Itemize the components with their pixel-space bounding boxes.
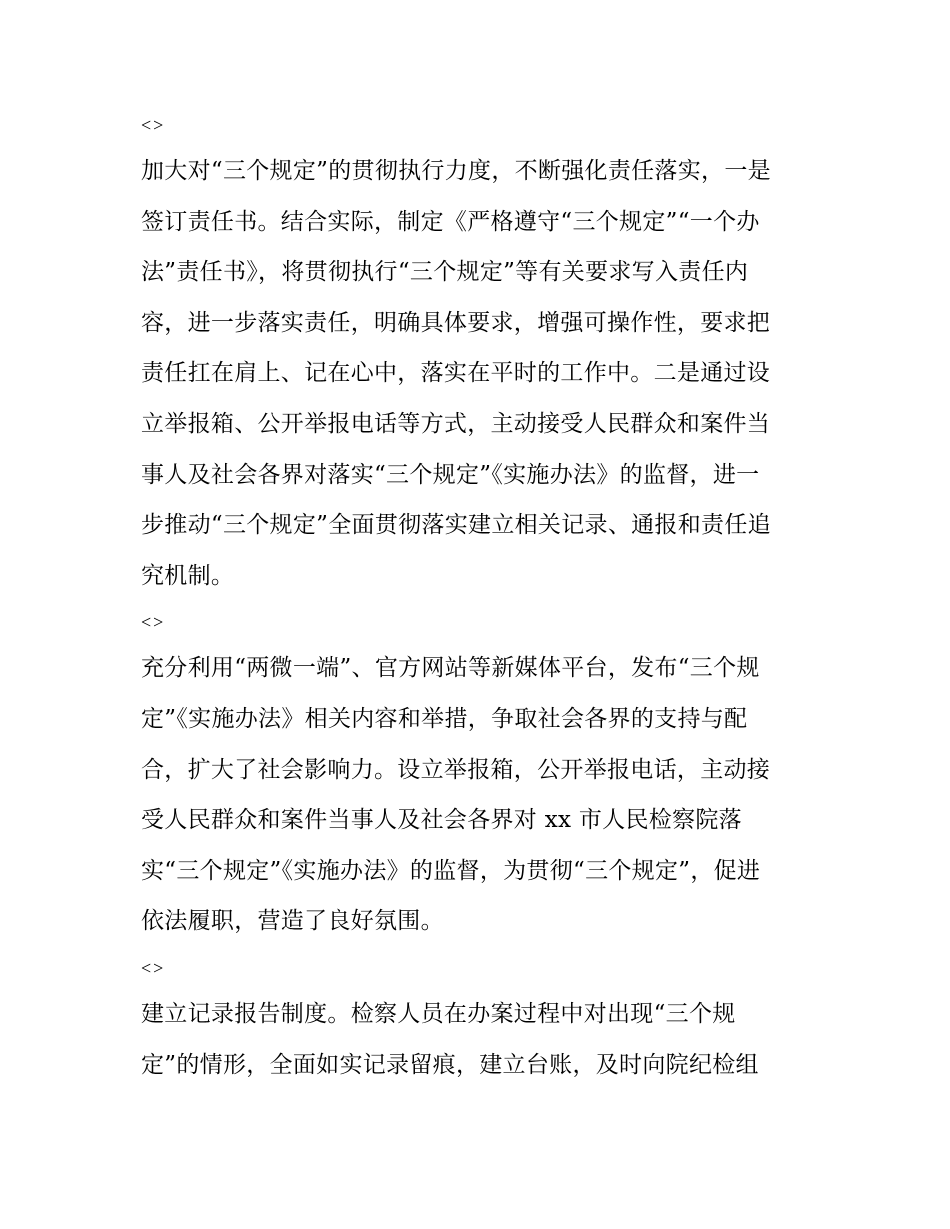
section-marker: <> xyxy=(141,957,166,978)
document-body xyxy=(141,104,821,1090)
text-line: 加大对“三个规定”的贯彻执行力度，不断强化责任落实，一是 xyxy=(141,158,771,184)
text-line: 事人及社会各界对落实“三个规定”《实施办法》的监督，进一 xyxy=(141,461,760,488)
text-line: 立举报箱、公开举报电话等方式，主动接受人民群众和案件当 xyxy=(141,410,771,437)
text-line: 定”的情形，全面如实记录留痕，建立台账，及时向院纪检组 xyxy=(141,1051,759,1078)
text-line: 签订责任书。结合实际，制定《严格遵守“三个规定”“一个办 xyxy=(141,208,760,235)
text-line: 步推动“三个规定”全面贯彻落实建立相关记录、通报和责任追 xyxy=(141,512,771,539)
paragraph xyxy=(141,146,821,601)
text-line: 实“三个规定”《实施办法》的监督，为贯彻“三个规定”，促进 xyxy=(141,857,761,884)
text-line: 合，扩大了社会影响力。设立举报箱，公开举报电话，主动接 xyxy=(141,756,771,783)
text-line: 充分利用“两微一端”、官方网站等新媒体平台，发布“三个规 xyxy=(141,655,760,682)
paragraph xyxy=(141,643,821,947)
section-marker: <> xyxy=(141,115,166,135)
text-line: 责任扛在肩上、记在心中，落实在平时的工作中。二是通过设 xyxy=(141,360,771,387)
section-marker: <> xyxy=(141,612,166,633)
section-2 xyxy=(141,601,821,947)
text-line: 容，进一步落实责任，明确具体要求，增强可操作性，要求把 xyxy=(141,309,771,336)
text-line: 究机制。 xyxy=(141,562,235,589)
paragraph xyxy=(141,989,821,1090)
text-line: 定”《实施办法》相关内容和举措，争取社会各界的支持与配 xyxy=(141,705,748,732)
text-line: 建立记录报告制度。检察人员在办案过程中对出现“三个规 xyxy=(141,1000,736,1027)
section-3 xyxy=(141,947,821,1090)
text-line: 依法履职，营造了良好氛围。 xyxy=(141,908,444,935)
text-line: 法”责任书》，将贯彻执行“三个规定”等有关要求写入责任内 xyxy=(141,259,749,286)
section-1 xyxy=(141,104,821,601)
text-line: 受人民群众和案件当事人及社会各界对 xx 市人民检察院落 xyxy=(141,807,742,834)
